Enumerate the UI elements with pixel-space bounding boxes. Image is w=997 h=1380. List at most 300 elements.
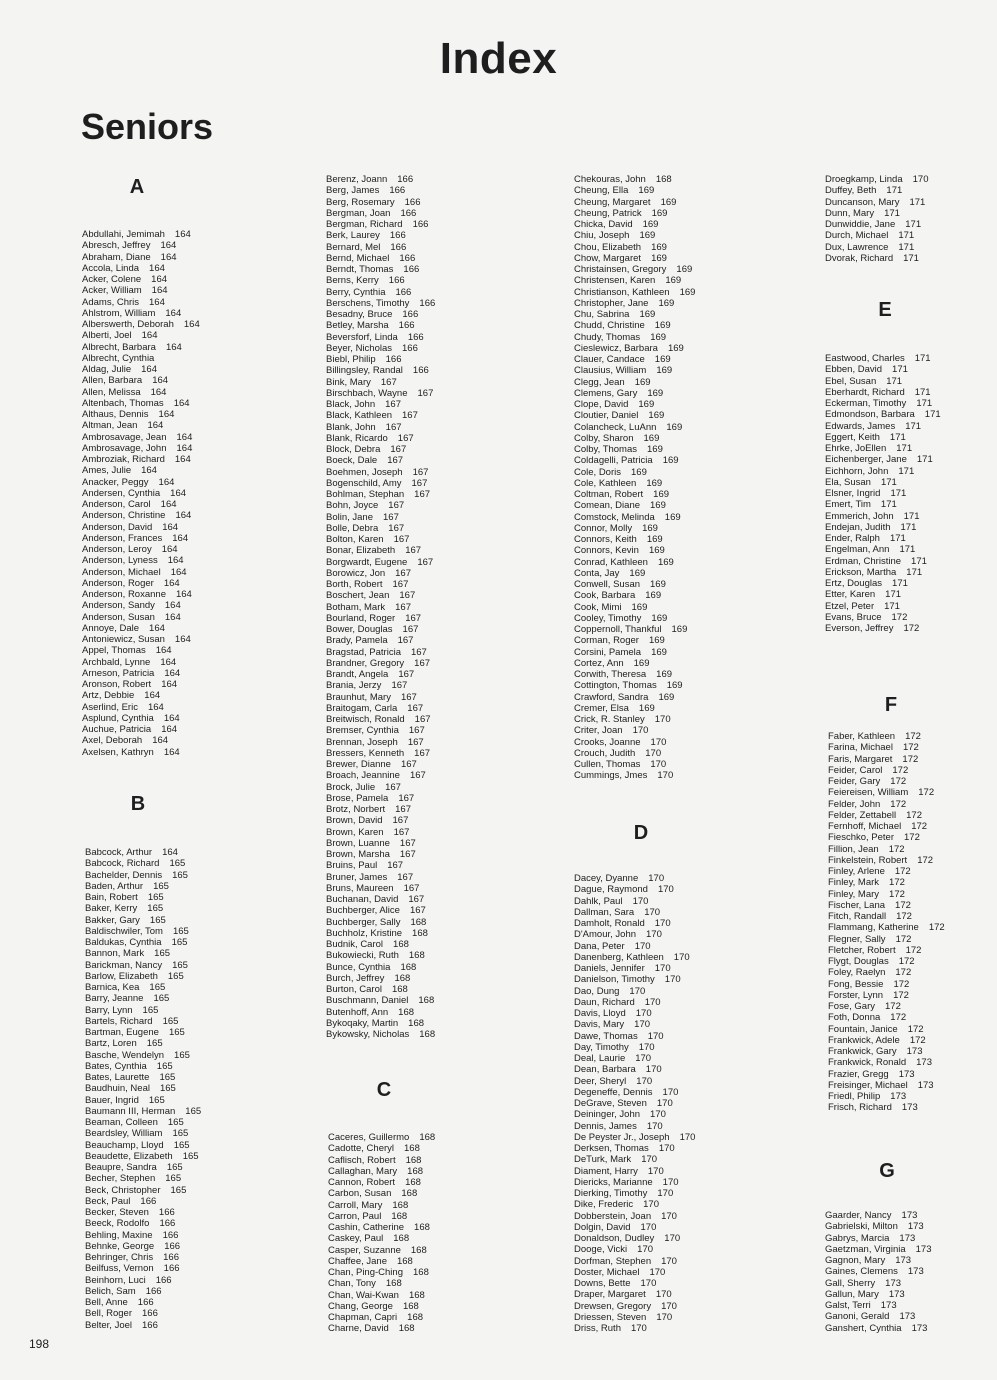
index-entry <box>326 332 435 343</box>
entry-name: Eastwood, Charles <box>825 353 905 364</box>
entry-page: 169 <box>676 264 693 275</box>
index-entry <box>328 1301 435 1312</box>
index-entry <box>574 669 695 680</box>
entry-name: Corsini, Pamela <box>574 646 642 658</box>
index-entry <box>825 612 941 623</box>
entry-name: Gallun, Mary <box>825 1288 879 1300</box>
entry-name: Dierking, Timothy <box>574 1188 648 1199</box>
entry-page: 165 <box>146 1038 163 1050</box>
entry-name: Chiu, Joseph <box>574 230 630 242</box>
index-entry <box>574 1244 695 1255</box>
index-entry <box>326 1007 435 1018</box>
entry-page: 172 <box>893 978 910 990</box>
index-entry <box>574 941 695 952</box>
entry-page: 167 <box>414 714 431 725</box>
entry-name: Botham, Mark <box>326 601 386 613</box>
entry-name: Connors, Kevin <box>574 545 639 557</box>
entry-name: Berns, Kerry <box>326 275 379 287</box>
entry-name: Alberti, Joel <box>82 330 132 342</box>
index-entry <box>574 986 695 997</box>
entry-page: 171 <box>898 230 915 242</box>
entry-page: 167 <box>412 466 429 478</box>
index-entry <box>574 725 695 736</box>
entry-page: 169 <box>647 387 664 399</box>
entry-page: 165 <box>153 993 170 1005</box>
index-entry <box>574 1256 695 1267</box>
index-entry <box>574 467 695 478</box>
entry-name: Flammang, Katherine <box>828 922 919 934</box>
index-entry <box>82 488 200 499</box>
index-entry <box>825 443 941 454</box>
entry-page: 171 <box>903 510 920 522</box>
index-entry <box>82 387 200 398</box>
entry-name: Cortez, Ann <box>574 657 624 669</box>
entry-page: 165 <box>172 959 188 971</box>
index-entry <box>326 557 435 568</box>
entry-name: Dux, Lawrence <box>825 241 889 253</box>
index-entry <box>574 478 695 489</box>
entry-page: 170 <box>650 1109 666 1121</box>
index-entry <box>82 274 200 285</box>
entry-page: 164 <box>152 735 169 747</box>
entry-page: 168 <box>405 1154 422 1166</box>
index-entry <box>82 724 200 735</box>
letter-heading-e: E <box>878 299 892 321</box>
entry-page: 172 <box>888 843 905 855</box>
entry-page: 171 <box>880 499 897 511</box>
entry-page: 169 <box>656 365 673 377</box>
entry-page: 167 <box>405 612 422 624</box>
entry-page: 169 <box>648 410 665 422</box>
entry-name: Bauer, Ingrid <box>85 1094 139 1106</box>
index-entry <box>328 1211 435 1222</box>
entry-page: 172 <box>895 899 911 911</box>
entry-name: Ambrosavage, Jean <box>82 431 167 443</box>
index-entry <box>82 510 200 521</box>
index-entry <box>574 759 695 770</box>
entry-page: 167 <box>397 871 414 883</box>
index-entry <box>85 915 201 926</box>
entry-page: 164 <box>151 285 168 297</box>
entry-name: Boeck, Dale <box>326 455 378 467</box>
index-entry <box>328 1143 435 1154</box>
entry-name: Day, Timothy <box>574 1041 629 1053</box>
index-entry <box>574 208 695 219</box>
entry-name: Berenz, Joann <box>326 174 388 185</box>
entry-name: Beeck, Rodolfo <box>85 1218 150 1230</box>
index-entry <box>82 420 200 431</box>
entry-page: 165 <box>153 880 169 892</box>
entry-name: Fountain, Janice <box>828 1023 898 1035</box>
index-entry <box>85 1005 201 1016</box>
entry-name: Bartz, Loren <box>85 1038 137 1050</box>
index-entry <box>825 499 941 510</box>
entry-page: 166 <box>159 1218 176 1230</box>
entry-name: Boschert, Jean <box>326 590 390 602</box>
entry-page: 169 <box>629 567 646 579</box>
entry-name: Eckerman, Timothy <box>825 398 907 409</box>
letter-heading-f: F <box>884 694 898 716</box>
entry-name: Dague, Raymond <box>574 884 648 896</box>
entry-page: 169 <box>662 455 679 467</box>
entry-name: Fong, Bessie <box>828 978 884 990</box>
index-entry <box>574 354 695 365</box>
index-entry <box>574 918 695 929</box>
entry-page: 170 <box>662 1086 679 1098</box>
entry-page: 164 <box>164 600 181 612</box>
index-entry <box>85 1286 201 1297</box>
index-entry <box>574 1312 695 1323</box>
entry-page: 171 <box>914 386 931 398</box>
entry-name: Barickman, Nancy <box>85 959 163 971</box>
index-entry <box>326 388 435 399</box>
index-entry <box>326 815 435 826</box>
entry-name: Edmondson, Barbara <box>825 409 915 421</box>
index-entry <box>85 948 201 959</box>
entry-name: Bohn, Joyce <box>326 500 379 512</box>
entry-page: 169 <box>642 522 658 534</box>
entry-page: 166 <box>162 1229 179 1241</box>
index-entry <box>574 1053 695 1064</box>
entry-name: Callaghan, Mary <box>328 1165 398 1177</box>
entry-name: Dunwiddie, Jane <box>825 219 896 230</box>
entry-name: Dawe, Thomas <box>574 1030 638 1042</box>
index-entry <box>825 253 929 264</box>
index-entry <box>825 1210 931 1221</box>
index-entry <box>574 1121 695 1132</box>
index-entry <box>82 353 200 364</box>
entry-name: Beaman, Colleen <box>85 1117 158 1128</box>
entry-page: 169 <box>657 556 674 568</box>
index-entry <box>825 556 941 567</box>
entry-page: 172 <box>909 1034 926 1046</box>
index-entry <box>326 433 435 444</box>
index-entry <box>574 1177 695 1188</box>
entry-name: Faber, Kathleen <box>828 731 896 742</box>
index-entry <box>326 1029 435 1040</box>
entry-name: Colancheck, LuAnn <box>574 421 657 433</box>
entry-page: 164 <box>141 364 157 375</box>
entry-name: Asplund, Cynthia <box>82 712 154 724</box>
index-entry <box>326 680 435 691</box>
entry-name: Conwell, Susan <box>574 579 641 590</box>
entry-page: 164 <box>149 262 165 274</box>
entry-name: Bower, Douglas <box>326 624 393 635</box>
index-entry <box>326 579 435 590</box>
entry-name: Alberswerth, Deborah <box>82 319 174 330</box>
entry-page: 164 <box>141 330 158 342</box>
index-entry <box>82 308 200 319</box>
entry-name: Archbald, Lynne <box>82 656 151 668</box>
index-entry <box>828 1035 945 1046</box>
index-entry <box>574 388 695 399</box>
entry-name: Felder, John <box>828 798 881 810</box>
entry-page: 170 <box>636 1075 653 1087</box>
index-entry <box>825 1300 931 1311</box>
index-entry <box>828 1091 945 1102</box>
index-entry <box>328 1132 435 1143</box>
entry-page: 164 <box>147 701 164 713</box>
entry-page: 168 <box>419 1029 436 1040</box>
entry-name: Eichhorn, John <box>825 465 889 477</box>
entry-name: Ahlstrom, William <box>82 307 156 319</box>
entry-page: 164 <box>151 274 168 285</box>
index-entry <box>326 354 435 365</box>
entry-page: 164 <box>163 577 180 589</box>
index-entry <box>326 422 435 433</box>
index-entry <box>574 884 695 895</box>
entry-name: Feider, Gary <box>828 776 881 787</box>
entry-page: 168 <box>414 1222 430 1233</box>
entry-name: Carroll, Mary <box>328 1199 383 1211</box>
entry-name: Bunce, Cynthia <box>326 961 391 973</box>
entry-page: 166 <box>404 196 421 208</box>
index-entry <box>326 590 435 601</box>
index-entry <box>825 544 941 555</box>
entry-page: 168 <box>385 1278 402 1290</box>
entry-name: Bates, Laurette <box>85 1072 150 1083</box>
entry-page: 169 <box>654 320 671 332</box>
entry-name: Eggert, Keith <box>825 431 880 443</box>
entry-name: Emert, Tim <box>825 499 871 511</box>
index-entry <box>574 1278 695 1289</box>
entry-name: Engelman, Ann <box>825 544 890 556</box>
entry-name: Gabrys, Marcia <box>825 1232 890 1244</box>
entry-name: Anderson, Michael <box>82 566 161 578</box>
index-entry <box>82 432 200 443</box>
entry-page: 169 <box>647 444 663 455</box>
entry-name: Anderson, Lyness <box>82 555 158 567</box>
entry-page: 166 <box>142 1308 158 1320</box>
index-entry <box>825 589 941 600</box>
entry-name: Bolle, Debra <box>326 522 379 534</box>
index-entry <box>326 703 435 714</box>
index-entry <box>326 984 435 995</box>
index-entry <box>574 320 695 331</box>
entry-name: DeTurk, Mark <box>574 1154 632 1166</box>
entry-name: Anderson, Frances <box>82 532 163 544</box>
entry-name: Cremer, Elsa <box>574 702 629 714</box>
entry-page: 169 <box>667 342 684 354</box>
entry-name: Duncanson, Mary <box>825 196 900 208</box>
index-entry <box>574 242 695 253</box>
entry-page: 169 <box>639 309 656 320</box>
entry-page: 164 <box>160 240 177 252</box>
index-entry <box>326 444 435 455</box>
entry-name: Bourland, Roger <box>326 612 396 624</box>
entry-page: 167 <box>392 815 409 827</box>
entry-name: Abresch, Jeffrey <box>82 240 151 252</box>
index-entry <box>825 601 941 612</box>
index-entry <box>326 489 435 500</box>
entry-page: 164 <box>160 251 177 263</box>
entry-page: 170 <box>635 1053 652 1064</box>
entry-name: Brose, Pamela <box>326 792 389 804</box>
entry-name: Berndt, Thomas <box>326 264 394 275</box>
entry-page: 171 <box>884 207 900 219</box>
entry-name: Dolgin, David <box>574 1221 631 1233</box>
entry-name: Cook, Mimi <box>574 601 622 613</box>
entry-name: Anderson, David <box>82 521 153 533</box>
entry-page: 169 <box>631 466 647 478</box>
entry-name: Abdullahi, Jemimah <box>82 229 165 240</box>
entry-name: Gaarder, Nancy <box>825 1210 892 1221</box>
index-entry <box>82 443 200 454</box>
entry-name: Aronson, Robert <box>82 679 152 690</box>
index-list-e <box>825 353 941 634</box>
entry-page: 165 <box>172 869 188 881</box>
entry-page: 168 <box>393 939 409 950</box>
index-entry <box>85 1252 201 1263</box>
entry-page: 166 <box>164 1240 181 1252</box>
entry-page: 170 <box>644 996 661 1008</box>
entry-page: 167 <box>417 556 434 568</box>
entry-name: Conta, Jay <box>574 567 620 579</box>
entry-name: Becher, Stephen <box>85 1173 156 1185</box>
index-entry <box>574 1154 695 1165</box>
index-entry <box>326 174 435 185</box>
entry-page: 165 <box>165 1173 182 1185</box>
index-entry <box>82 297 200 308</box>
index-entry <box>326 343 435 354</box>
index-entry <box>326 287 435 298</box>
entry-page: 171 <box>905 219 922 230</box>
index-entry <box>328 1200 435 1211</box>
letter-heading-c: C <box>376 1079 392 1101</box>
entry-page: 170 <box>634 940 651 952</box>
index-list-a <box>82 229 200 758</box>
entry-page: 167 <box>403 882 420 894</box>
entry-name: Dennis, James <box>574 1120 637 1132</box>
index-entry <box>574 1199 695 1210</box>
index-entry <box>82 747 200 758</box>
index-entry <box>574 1143 695 1154</box>
entry-page: 166 <box>158 1207 175 1218</box>
entry-page: 164 <box>158 409 175 420</box>
entry-page: 168 <box>398 1006 415 1018</box>
entry-name: Frankwick, Gary <box>828 1046 897 1057</box>
index-entry <box>328 1323 435 1334</box>
index-entry <box>825 1244 931 1255</box>
entry-name: Baldukas, Cynthia <box>85 937 162 948</box>
index-entry <box>85 1218 201 1229</box>
index-entry <box>82 668 200 679</box>
entry-name: Cieslewicz, Barbara <box>574 342 658 354</box>
entry-page: 170 <box>654 963 671 974</box>
entry-page: 169 <box>651 252 667 264</box>
entry-name: Dorfman, Stephen <box>574 1255 652 1267</box>
entry-page: 167 <box>411 477 428 489</box>
entry-page: 171 <box>886 185 903 197</box>
index-entry <box>574 332 695 343</box>
index-entry <box>326 872 435 883</box>
index-entry <box>574 929 695 940</box>
index-entry <box>574 230 695 241</box>
entry-name: Fieschko, Peter <box>828 832 894 844</box>
page-title: Index <box>439 34 558 83</box>
entry-name: Becker, Steven <box>85 1207 149 1218</box>
entry-page: 172 <box>893 989 909 1001</box>
entry-name: Clausius, William <box>574 365 647 377</box>
entry-page: 167 <box>392 579 409 590</box>
entry-name: Bruins, Paul <box>326 860 378 872</box>
index-entry <box>85 858 201 869</box>
entry-name: Caceres, Guillermo <box>328 1132 410 1143</box>
entry-page: 167 <box>398 792 415 804</box>
index-entry <box>574 298 695 309</box>
entry-page: 165 <box>167 1117 184 1128</box>
entry-name: Beaupre, Sandra <box>85 1162 157 1173</box>
entry-page: 169 <box>658 691 675 703</box>
entry-name: Diament, Harry <box>574 1165 638 1177</box>
entry-name: Felder, Zettabell <box>828 809 897 821</box>
entry-name: Black, Kathleen <box>326 410 393 422</box>
index-entry <box>574 680 695 691</box>
entry-page: 169 <box>634 376 651 388</box>
entry-page: 165 <box>166 1162 183 1173</box>
entry-name: Chicka, David <box>574 219 633 230</box>
index-entry <box>85 1173 201 1184</box>
entry-page: 169 <box>679 286 696 298</box>
entry-page: 164 <box>152 375 169 387</box>
entry-name: Baldischwiler, Tom <box>85 925 163 937</box>
entry-page: 167 <box>400 759 417 770</box>
index-entry <box>82 398 200 409</box>
entry-name: Chang, George <box>328 1300 393 1312</box>
entry-page: 172 <box>902 753 919 765</box>
entry-page: 172 <box>885 1001 901 1012</box>
entry-page: 164 <box>149 296 165 308</box>
index-entry <box>828 776 945 787</box>
entry-page: 167 <box>410 646 427 658</box>
entry-page: 166 <box>145 1285 162 1297</box>
entry-page: 171 <box>916 454 933 466</box>
entry-page: 171 <box>889 533 906 544</box>
entry-name: Bruns, Maureen <box>326 882 394 894</box>
entry-name: Faris, Margaret <box>828 753 893 765</box>
index-entry <box>825 353 941 364</box>
entry-page: 168 <box>419 1132 436 1143</box>
entry-name: Ebel, Susan <box>825 375 877 387</box>
entry-page: 166 <box>407 331 424 343</box>
index-entry <box>328 1245 435 1256</box>
entry-name: Degeneffe, Dennis <box>574 1086 653 1098</box>
index-entry <box>82 589 200 600</box>
index-entry <box>326 770 435 781</box>
index-entry <box>574 952 695 963</box>
entry-page: 169 <box>631 601 648 613</box>
entry-name: Frankwick, Adele <box>828 1034 900 1046</box>
entry-page: 173 <box>888 1288 905 1300</box>
entry-page: 172 <box>891 611 908 623</box>
index-entry <box>828 844 945 855</box>
entry-name: Anacker, Peggy <box>82 476 149 488</box>
entry-name: Bannon, Mark <box>85 948 145 960</box>
entry-page: 165 <box>156 1060 173 1072</box>
entry-name: Barnica, Kea <box>85 982 140 993</box>
entry-name: Behling, Maxine <box>85 1229 153 1241</box>
entry-page: 170 <box>654 714 671 725</box>
index-entry <box>574 896 695 907</box>
entry-page: 166 <box>395 286 412 298</box>
entry-name: Daniels, Jennifer <box>574 963 645 974</box>
entry-name: Anderson, Leroy <box>82 544 152 555</box>
section-title: Seniors <box>81 106 214 147</box>
entry-page: 169 <box>648 635 665 647</box>
entry-name: Brady, Pamela <box>326 635 388 647</box>
entry-name: Ganshert, Cynthia <box>825 1322 902 1334</box>
entry-page: 170 <box>664 974 681 986</box>
